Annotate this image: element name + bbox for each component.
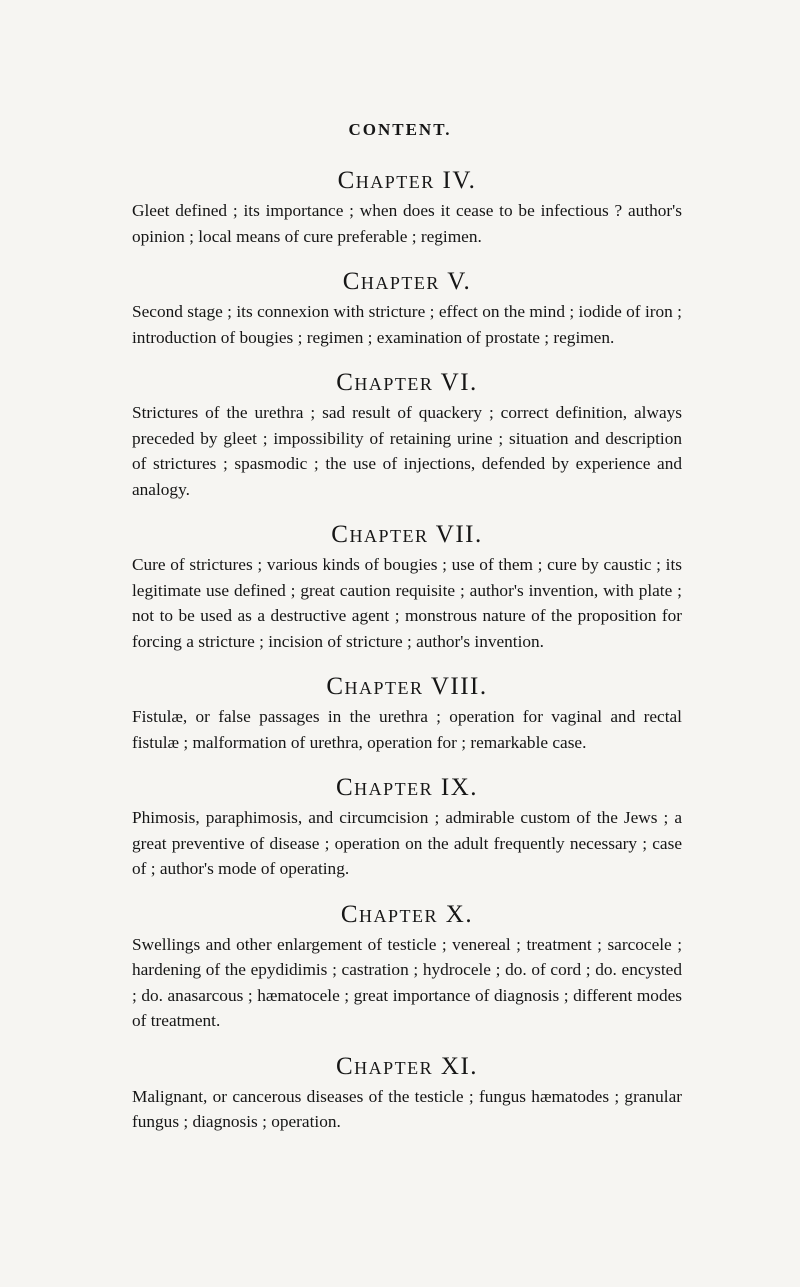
chapter-summary: Strictures of the urethra ; sad result of quackery ; correct definition, always preceded by gleet ; impossibility of retaining urine ; situation and description of strictures ; spasmodic ; the use of injections, defended by experience and analogy. bbox=[132, 403, 682, 499]
chapter-entry bbox=[132, 1052, 682, 1135]
chapter-entry bbox=[132, 900, 682, 1034]
chapter-summary: Cure of strictures ; various kinds of bougies ; use of them ; cure by caustic ; its legitimate use defined ; great caution requisite ; author's invention, with plate ; not to be used as a destructive agent ; monstrous nature of the proposition for forcing a stricture ; incision of stricture ; author's invention. bbox=[132, 555, 682, 651]
chapter-entry bbox=[132, 368, 682, 502]
chapter-summary: Gleet defined ; its importance ; when does it cease to be infectious ? author's opinion ; local means of cure preferable ; regimen. bbox=[132, 201, 682, 246]
chapter-summary: Second stage ; its connexion with stricture ; effect on the mind ; iodide of iron ; introduction of bougies ; regimen ; examination of prostate ; regimen. bbox=[132, 302, 682, 347]
chapter-entry bbox=[132, 267, 682, 350]
chapter-heading: Chapter VI. bbox=[336, 369, 478, 396]
chapter-summary: Phimosis, paraphimosis, and circumcision ; admirable custom of the Jews ; a great preventive of disease ; operation on the adult frequently necessary ; case of ; author's mode of operating. bbox=[132, 808, 682, 878]
chapter-entry bbox=[132, 773, 682, 882]
chapter-summary: Fistulæ, or false passages in the urethra ; operation for vaginal and rectal fistulæ ; malformation of urethra, operation for ; remarkable case. bbox=[132, 707, 682, 752]
chapter-entry bbox=[132, 672, 682, 755]
chapter-heading: Chapter IV. bbox=[337, 167, 477, 194]
running-head: CONTENT. bbox=[348, 120, 452, 139]
chapter-summary: Swellings and other enlargement of testicle ; venereal ; treatment ; sarcocele ; hardening of the epydidimis ; castration ; hydrocele ; do. of cord ; do. encysted ; do. anasarcous ; hæmatocele ; great importance of diagnosis ; different modes of treatment. bbox=[132, 934, 682, 1030]
chapter-heading: Chapter VIII. bbox=[326, 673, 488, 700]
chapter-heading: Chapter VII. bbox=[331, 521, 483, 548]
chapter-heading: Chapter V. bbox=[342, 268, 472, 295]
chapter-heading: Chapter X. bbox=[340, 900, 474, 928]
table-of-contents bbox=[132, 166, 682, 1153]
chapter-heading: Chapter IX. bbox=[335, 774, 479, 801]
chapter-entry bbox=[132, 166, 682, 249]
chapter-entry bbox=[132, 520, 682, 654]
chapter-summary: Malignant, or cancerous diseases of the testicle ; fungus hæmatodes ; granular fungus ; diagnosis ; operation. bbox=[132, 1086, 682, 1131]
chapter-heading: Chapter XI. bbox=[335, 1052, 479, 1080]
